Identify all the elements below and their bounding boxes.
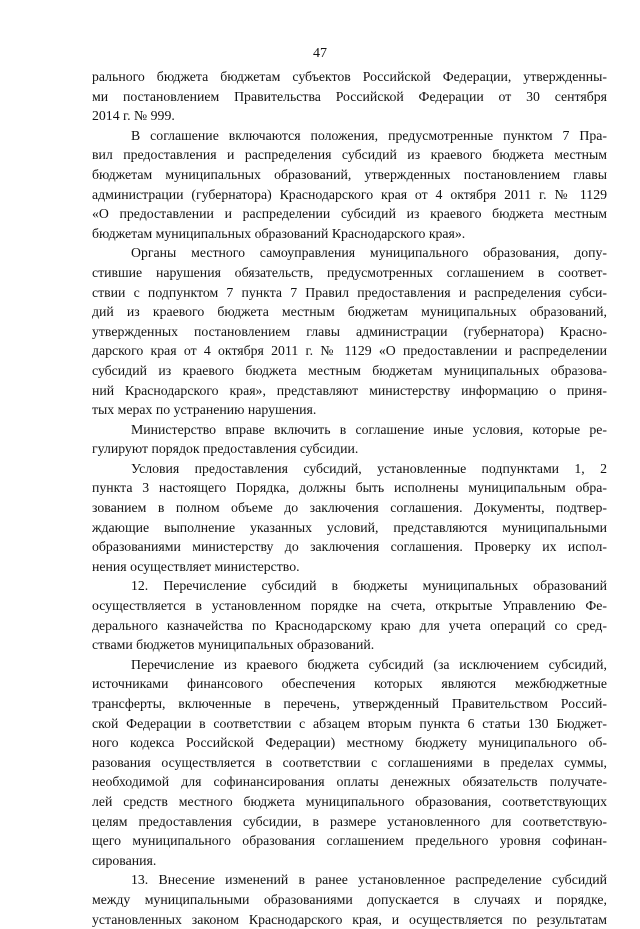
text-line: дерального казначейства по Краснодарскому краю для учета операций со сред- <box>92 617 607 633</box>
text-line: дарского края от 4 октября 2011 г. № 1129 «О предоставлении и распределении <box>92 343 607 359</box>
text-line: ми постановлением Правительства Российской Федерации от 30 сентября <box>92 88 607 104</box>
text-line: рального бюджета бюджетам субъектов Российской Федерации, утвержденны- <box>92 69 607 84</box>
paragraph <box>92 655 607 871</box>
text-line: трансферты, включенные в перечень, утвержденный Правительством Россий- <box>92 696 607 711</box>
text-line: вил предоставления и распределения субсидий из краевого бюджета местным <box>92 147 607 163</box>
text-line: между муниципальными образованиями допускается в случаях и порядке, <box>92 891 607 907</box>
text-line: щего муниципального образования соглашением предельного уровня софинан- <box>92 833 607 849</box>
text-line: Перечисление из краевого бюджета субсидий (за исключением субсидий, <box>131 656 607 672</box>
text-line: необходимой для софинансирования оплаты денежных обязательств получате- <box>92 774 607 790</box>
text-line: образованиями министерству до заключения соглашения. Проверку их испол- <box>92 539 607 555</box>
text-line: гулируют порядок предоставления субсидии. <box>92 441 359 457</box>
text-line: стившие нарушения обязательств, предусмотренных соглашением в соответ- <box>92 264 607 280</box>
text-line: Министерство вправе включить в соглашение иные условия, которые ре- <box>131 421 607 437</box>
text-line: Органы местного самоуправления муниципального образования, допу- <box>131 245 607 261</box>
text-line: бюджетам муниципальных образований Краснодарского края». <box>92 225 466 241</box>
text-line: 12. Перечисление субсидий в бюджеты муниципальных образований <box>131 578 607 594</box>
text-line: пункта 3 настоящего Порядка, должны быть исполнены муниципальным обра- <box>92 480 607 496</box>
text-line: установленных законом Краснодарского края, и осуществляется по результатам <box>92 911 607 927</box>
text-line: нения осуществляет министерство. <box>92 558 300 574</box>
paragraph <box>92 420 607 459</box>
paragraph <box>92 126 607 244</box>
text-line: ской Федерации в соответствии с абзацем вторым пункта 6 статьи 130 Бюджет- <box>92 715 607 731</box>
text-line: целям предоставления субсидии, в размере установленного для соответствую- <box>92 813 607 829</box>
text-line: 13. Внесение изменений в ранее установленное распределение субсидий <box>131 872 607 888</box>
paragraph <box>92 576 607 654</box>
text-line: Условия предоставления субсидий, установленные подпунктами 1, 2 <box>131 460 607 476</box>
text-line: зованием в полном объеме до заключения соглашения. Документы, подтвер- <box>92 500 607 516</box>
text-line: лей средств местного бюджета муниципального образования, соответствующих <box>92 793 607 809</box>
text-line: тых мерах по устранению нарушения. <box>92 402 317 418</box>
text-line: утвержденных постановлением главы администрации (губернатора) Красно- <box>92 323 607 339</box>
text-line: разования осуществляется в соответствии с соглашениями в пределах суммы, <box>92 754 607 770</box>
text-line: сирования. <box>92 852 157 868</box>
text-line: ждающие выполнение указанных условий, представляются муниципальными <box>92 519 607 535</box>
paragraph <box>92 870 607 929</box>
text-line: осуществляется в установленном порядке на счета, открытые Управлению Фе- <box>92 598 607 614</box>
text-line: ний Краснодарского края», представляют министерству информацию о приня- <box>92 382 607 398</box>
text-line: дий из краевого бюджета местным бюджетам муниципальных образований, <box>92 304 607 320</box>
text-line: субсидий из краевого бюджета местным бюджетам муниципальных образова- <box>92 362 607 378</box>
text-line: 2014 г. № 999. <box>92 108 175 124</box>
paragraph <box>92 67 607 126</box>
text-line: ствами бюджетов муниципальных образований. <box>92 637 375 653</box>
page-number: 47 <box>313 46 327 61</box>
text-line: «О предоставлении и распределении субсидий из краевого бюджета местным <box>92 206 607 222</box>
text-line: источниками финансового обеспечения которых являются межбюджетные <box>92 676 607 692</box>
text-line: ного кодекса Российской Федерации) местному бюджету муниципального об- <box>92 735 607 751</box>
text-line: администрации (губернатора) Краснодарского края от 4 октября 2011 г. № 1129 <box>92 186 607 202</box>
text-line: ствии с подпунктом 7 пункта 7 Правил предоставления и распределения субси- <box>92 284 607 300</box>
paragraph <box>92 243 607 419</box>
paragraph <box>92 459 607 577</box>
text-line: В соглашение включаются положения, предусмотренные пунктом 7 Пра- <box>131 127 607 143</box>
document-body <box>92 67 607 929</box>
text-line: бюджетам муниципальных образований, утвержденных постановлением главы <box>92 166 607 182</box>
